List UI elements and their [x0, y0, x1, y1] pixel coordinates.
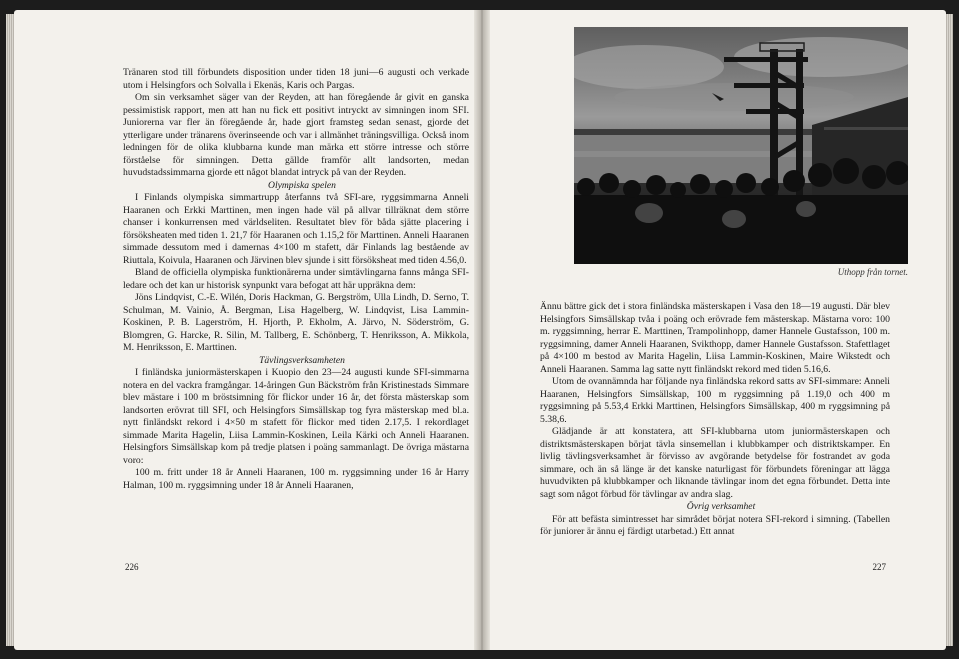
- paragraph: Ännu bättre gick det i stora finländska mästerskapen i Vasa den 18—19 augusti. Där blev Helsingfors Simsällskap tvåa i poäng och erövrade fem mästerskap. Mästarna voro: 100 m. ryggsimning, herrar E. Marttinen, Trampolinhopp, damer Hannele Gustafsson, 100 m. ryggsimning, damer Anneli Haaranen, Svikthopp, damer Hannele Gustafsson. Stafettlaget på 4×100 m bestod av Marita Hagelin, Liisa Lammin-Koskinen, Maire Wikstedt och Anneli Haaranen. Samma lag satte nytt finländskt rekord med tiden 5.16,6.: [540, 301, 890, 375]
- paragraph: Tränaren stod till förbundets disposition under tiden 18 juni—6 augusti och verkade utom i Helsingfors och Solvalla i Ekenäs, Karis och Pargas.: [123, 67, 469, 91]
- right-page: [484, 10, 946, 650]
- left-page-text: [123, 67, 469, 492]
- paragraph: För att befästa simintresset har simrådet börjat notera SFI-rekord i simning. (Tabellen för juniorer är ännu ej färdigt utarbetad.) Ett annat: [540, 513, 890, 537]
- paragraph: Bland de officiella olympiska funktionärerna under simtävlingarna fanns många SFI-ledare och det kan ur historisk synpunkt vara befogat att här uppräkna dem:: [123, 267, 469, 291]
- diving-tower-icon: [574, 27, 908, 264]
- paragraph: 100 m. fritt under 18 år Anneli Haaranen, 100 m. ryggsimning under 16 år Harry Halman, 100 m. ryggsimning under 18 år Anneli Haaranen,: [123, 467, 469, 491]
- paragraph: I Finlands olympiska simmartrupp återfanns två SFI-are, ryggsimmarna Anneli Haaranen och Erkki Marttinen, men ingen hade väl på allvar tillräknat dem större chanser i konkurrensen med världseliten. Resultatet blev för båda sjätte placering i försöksheaten med tiden 1. 21,7 för Haaranen och 1.15,2 för Marttinen. Anneli Haaranen simmade dessutom med i damernas 4×100 m stafett, där Finlands lag bestående av Riuttala, Koivula, Haaranen och Järvinen blev sjunde i sitt försöksheat med tiden 4.56,0.: [123, 192, 469, 266]
- paragraph: Utom de ovannämnda har följande nya finländska rekord satts av SFI-simmare: Anneli Haaranen, Helsingfors Simsällskap, 100 m ryggsimning på 1.19,0 och 400 m ryggsimning på 5.53,4 Erkki Marttinen, Helsingfors Simsällskap, 400 m ryggsimning på 5.38,6.: [540, 376, 890, 425]
- paragraph: Jöns Lindqvist, C.-E. Wilén, Doris Hackman, G. Bergström, Ulla Lindh, D. Serno, T. Schulman, M. Vainio, Å. Bergman, Lisa Hagelberg, W. Lindqvist, Lisa Lammin-Koskinen, P. B. Lagerström, H. Hjorth, P. Ekholm, A. Järvo, N. Söderström, G. Blomgren, G. Harcke, R. Silin, M. Tallberg, E. Schönberg, T. Henriksson, A. Mikkola, M. Henriksson, E. Marttinen.: [123, 292, 469, 353]
- section-heading-tavlingsverksamheten: Tävlingsverksamheten: [259, 354, 345, 366]
- photo-caption: Uthopp från tornet.: [837, 267, 908, 277]
- section-heading-olympiska: Olympiska spelen: [268, 179, 336, 191]
- paragraph: Glädjande är att konstatera, att SFI-klubbarna utom juniormästerskapen och distriktsmästerskapen börjat tävla sinsemellan i klubbkamper och distriktskamper. En livlig tävlingsverksamhet är förvisso av avgörande betydelse för fostrandet av goda simmare, och än så länge är det kanske naturligast för förbundets föreningar att lägga huvudvikten på klubbkamper och liknande tävlingar inom det egna förbundet. Detta inte sagt som något förbud för tävlingar av andra slag.: [540, 426, 890, 500]
- paragraph: I finländska juniormästerskapen i Kuopio den 23—24 augusti kunde SFI-simmarna notera en del vackra framgångar. 14-åringen Gun Bäckström från Kristinestads Simmare blev mästare i 100 m bröstsimning för flickor under 16 år, det första mästerskap som landsorten erövrat till SFI, och Helsingfors Simsällskap tog fyra mästerskap med bl.a. nytt finländskt rekord i 4×50 m stafett för flickor med tiden 2.17,5. I rekordlaget simmade Marita Hagelin, Liisa Lammin-Koskinen, Leila Kärki och Anneli Haaranen. Helsingfors Simsällskap kom på tredje platsen i poäng sammanlagt. De övriga mästarna voro:: [123, 367, 469, 466]
- page-number-left: 226: [125, 562, 139, 572]
- section-heading-ovrig: Övrig verksamhet: [686, 501, 756, 512]
- paragraph: Om sin verksamhet säger van der Reyden, att han föregående år givit en ganska pessimistisk rapport, men att han nu fick ett positivt intryckt av simningen inom SFI. Juniorerna var fler än föregående år, hade gjort framsteg sedan senast, gjorde det ytterligare under tränarens överinseende och var i allmänhet träningsvilliga. Också inom ledningen för de olika klubbarna kunde man märka ett större intresse och större förståelse för simningen. Detta gällde framför allt landsorten, medan huvudstadssimmarna gjorde ett något blandat intryck på van der Reyden.: [123, 92, 469, 178]
- right-page-text: [540, 301, 890, 539]
- page-number-right: 227: [872, 562, 886, 572]
- diving-tower-photo: [574, 27, 908, 264]
- book-gutter: [474, 10, 490, 650]
- left-page: [14, 10, 480, 650]
